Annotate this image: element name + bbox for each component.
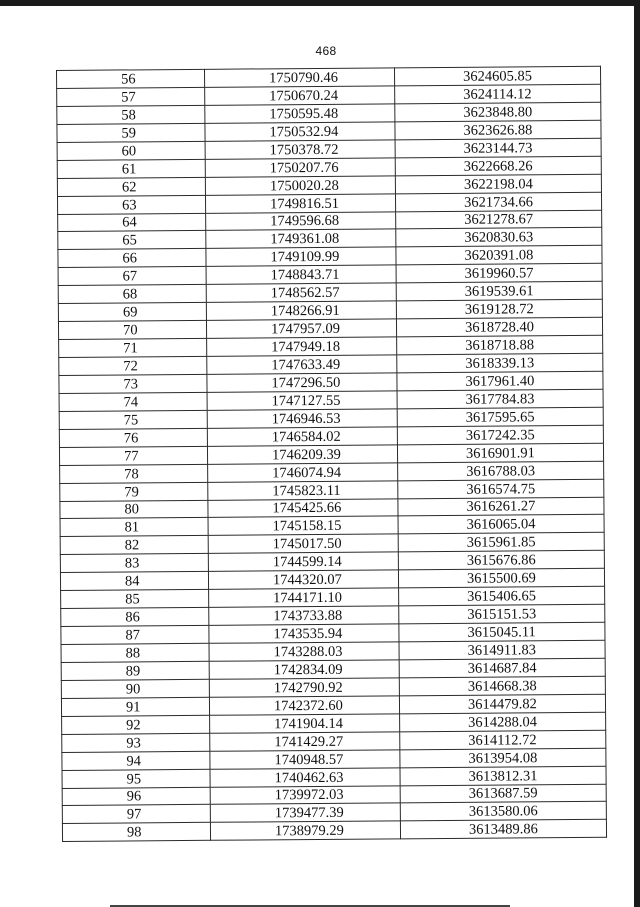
x-coordinate-cell: 1739972.03	[210, 785, 400, 804]
y-coordinate-cell: 3614479.82	[399, 694, 605, 714]
y-coordinate-cell: 3616065.04	[398, 515, 604, 535]
x-coordinate-cell: 1743733.88	[209, 606, 399, 625]
point-number-cell: 95	[62, 769, 210, 788]
y-coordinate-cell: 3623626.88	[395, 120, 601, 140]
y-coordinate-cell: 3619960.57	[396, 264, 602, 284]
point-number-cell: 79	[60, 482, 208, 501]
scan-edge-right	[634, 0, 640, 907]
x-coordinate-cell: 1743535.94	[209, 624, 399, 643]
x-coordinate-cell: 1747949.18	[207, 337, 397, 356]
point-number-cell: 68	[58, 285, 206, 304]
x-coordinate-cell: 1747127.55	[207, 391, 397, 410]
point-number-cell: 59	[57, 123, 205, 142]
y-coordinate-cell: 3623144.73	[395, 138, 601, 158]
y-coordinate-cell: 3614687.84	[399, 658, 605, 678]
x-coordinate-cell: 1740462.63	[210, 767, 400, 786]
y-coordinate-cell: 3613954.08	[400, 748, 606, 768]
point-number-cell: 94	[62, 751, 210, 770]
point-number-cell: 81	[60, 518, 208, 537]
point-number-cell: 75	[59, 410, 207, 429]
y-coordinate-cell: 3616901.91	[397, 443, 603, 463]
x-coordinate-cell: 1750790.46	[204, 68, 394, 87]
x-coordinate-cell: 1744599.14	[208, 552, 398, 571]
y-coordinate-cell: 3616788.03	[398, 461, 604, 481]
x-coordinate-cell: 1750020.28	[205, 175, 395, 194]
point-number-cell: 62	[57, 177, 205, 196]
y-coordinate-cell: 3616261.27	[398, 497, 604, 517]
x-coordinate-cell: 1749361.08	[206, 229, 396, 248]
point-number-cell: 80	[60, 500, 208, 519]
x-coordinate-cell: 1746209.39	[207, 445, 397, 464]
point-number-cell: 64	[58, 213, 206, 232]
scan-edge-top	[0, 0, 640, 6]
point-number-cell: 82	[60, 536, 208, 555]
y-coordinate-cell: 3620830.63	[396, 228, 602, 248]
y-coordinate-cell: 3617961.40	[397, 371, 603, 391]
y-coordinate-cell: 3614288.04	[400, 712, 606, 732]
y-coordinate-cell: 3615045.11	[399, 622, 605, 642]
y-coordinate-cell: 3613812.31	[400, 766, 606, 786]
point-number-cell: 58	[57, 105, 205, 124]
y-coordinate-cell: 3613687.59	[400, 784, 606, 804]
y-coordinate-cell: 3624605.85	[394, 66, 600, 86]
y-coordinate-cell: 3614911.83	[399, 640, 605, 660]
point-number-cell: 92	[62, 715, 210, 734]
point-number-cell: 63	[57, 195, 205, 214]
x-coordinate-cell: 1750595.48	[205, 104, 395, 123]
x-coordinate-cell: 1747296.50	[207, 373, 397, 392]
point-number-cell: 61	[57, 159, 205, 178]
point-number-cell: 77	[59, 446, 207, 465]
y-coordinate-cell: 3615406.65	[399, 586, 605, 606]
y-coordinate-cell: 3615151.53	[399, 604, 605, 624]
point-number-cell: 69	[58, 303, 206, 322]
y-coordinate-cell: 3613580.06	[400, 802, 606, 822]
point-number-cell: 83	[60, 554, 208, 573]
point-number-cell: 56	[57, 69, 205, 88]
x-coordinate-cell: 1741429.27	[210, 732, 400, 751]
y-coordinate-cell: 3615500.69	[398, 568, 604, 588]
point-number-cell: 91	[61, 697, 209, 716]
x-coordinate-cell: 1742790.92	[209, 678, 399, 697]
y-coordinate-cell: 3614112.72	[400, 730, 606, 750]
point-number-cell: 86	[61, 607, 209, 626]
y-coordinate-cell: 3624114.12	[395, 84, 601, 104]
y-coordinate-cell: 3616574.75	[398, 479, 604, 499]
point-number-cell: 90	[61, 679, 209, 698]
point-number-cell: 70	[58, 320, 206, 339]
y-coordinate-cell: 3618339.13	[397, 353, 603, 373]
x-coordinate-cell: 1750378.72	[205, 140, 395, 159]
x-coordinate-cell: 1745017.50	[208, 534, 398, 553]
x-coordinate-cell: 1750670.24	[205, 86, 395, 105]
y-coordinate-cell: 3623848.80	[395, 102, 601, 122]
x-coordinate-cell: 1746074.94	[208, 462, 398, 481]
x-coordinate-cell: 1739477.39	[210, 803, 400, 822]
point-number-cell: 85	[61, 590, 209, 609]
x-coordinate-cell: 1744171.10	[209, 588, 399, 607]
x-coordinate-cell: 1748843.71	[206, 265, 396, 284]
point-number-cell: 65	[58, 231, 206, 250]
y-coordinate-cell: 3622668.26	[395, 156, 601, 176]
y-coordinate-cell: 3617784.83	[397, 389, 603, 409]
y-coordinate-cell: 3620391.08	[396, 246, 602, 266]
x-coordinate-cell: 1742372.60	[209, 696, 399, 715]
x-coordinate-cell: 1749816.51	[205, 193, 395, 212]
point-number-cell: 73	[59, 374, 207, 393]
x-coordinate-cell: 1746946.53	[207, 409, 397, 428]
point-number-cell: 97	[62, 805, 210, 824]
x-coordinate-cell: 1740948.57	[210, 749, 400, 768]
point-number-cell: 57	[57, 87, 205, 106]
point-number-cell: 87	[61, 625, 209, 644]
point-number-cell: 78	[60, 464, 208, 483]
x-coordinate-cell: 1748562.57	[206, 283, 396, 302]
coordinates-table	[56, 66, 607, 843]
coordinates-table-body	[57, 66, 607, 842]
point-number-cell: 88	[61, 643, 209, 662]
x-coordinate-cell: 1743288.03	[209, 642, 399, 661]
x-coordinate-cell: 1747633.49	[207, 355, 397, 374]
y-coordinate-cell: 3618718.88	[397, 335, 603, 355]
x-coordinate-cell: 1745425.66	[208, 498, 398, 517]
x-coordinate-cell: 1742834.09	[209, 660, 399, 679]
y-coordinate-cell: 3613489.86	[400, 820, 606, 840]
x-coordinate-cell: 1738979.29	[210, 821, 400, 840]
y-coordinate-cell: 3619128.72	[396, 299, 602, 319]
point-number-cell: 66	[58, 249, 206, 268]
page-number: 468	[315, 44, 337, 58]
point-number-cell: 98	[62, 823, 210, 842]
x-coordinate-cell: 1744320.07	[208, 570, 398, 589]
y-coordinate-cell: 3621734.66	[395, 192, 601, 212]
y-coordinate-cell: 3621278.67	[396, 210, 602, 230]
x-coordinate-cell: 1748266.91	[206, 301, 396, 320]
point-number-cell: 84	[60, 572, 208, 591]
point-number-cell: 72	[59, 356, 207, 375]
point-number-cell: 93	[62, 733, 210, 752]
point-number-cell: 67	[58, 267, 206, 286]
y-coordinate-cell: 3615676.86	[398, 551, 604, 571]
x-coordinate-cell: 1745823.11	[208, 480, 398, 499]
point-number-cell: 96	[62, 787, 210, 806]
y-coordinate-cell: 3617242.35	[397, 425, 603, 445]
point-number-cell: 89	[61, 661, 209, 680]
point-number-cell: 60	[57, 141, 205, 160]
table-row	[62, 820, 606, 842]
point-number-cell: 76	[59, 428, 207, 447]
y-coordinate-cell: 3619539.61	[396, 281, 602, 301]
x-coordinate-cell: 1749109.99	[206, 247, 396, 266]
y-coordinate-cell: 3617595.65	[397, 407, 603, 427]
x-coordinate-cell: 1741904.14	[210, 714, 400, 733]
x-coordinate-cell: 1749596.68	[206, 211, 396, 230]
x-coordinate-cell: 1750207.76	[205, 158, 395, 177]
point-number-cell: 74	[59, 392, 207, 411]
y-coordinate-cell: 3622198.04	[395, 174, 601, 194]
x-coordinate-cell: 1747957.09	[206, 319, 396, 338]
point-number-cell: 71	[59, 338, 207, 357]
y-coordinate-cell: 3615961.85	[398, 533, 604, 553]
x-coordinate-cell: 1750532.94	[205, 122, 395, 141]
x-coordinate-cell: 1746584.02	[207, 427, 397, 446]
y-coordinate-cell: 3618728.40	[396, 317, 602, 337]
x-coordinate-cell: 1745158.15	[208, 516, 398, 535]
y-coordinate-cell: 3614668.38	[399, 676, 605, 696]
